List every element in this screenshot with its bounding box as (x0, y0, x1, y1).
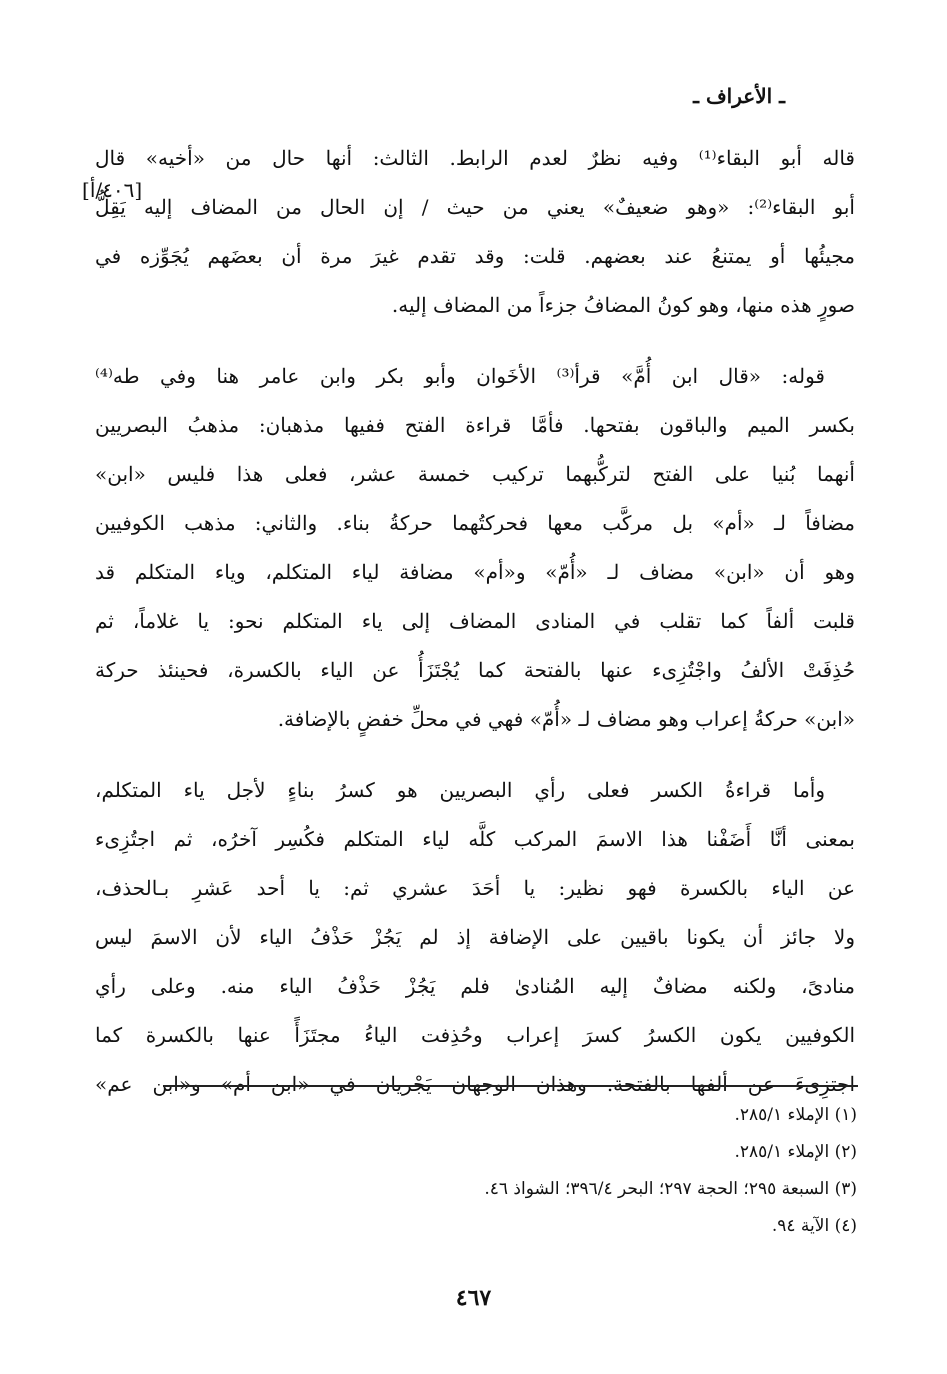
paragraph-2 (95, 352, 855, 744)
paragraph-3 (95, 766, 855, 1109)
text-line: بمعنى أنَّا أَضَفْنا هذا الاسمَ المركب كلَّه لياء المتكلم فكُسِر آخرُه، ثم اجتُزِىء (95, 827, 855, 851)
text-line: مضافاً لـ «أم» بل مركَّب معها فحركتُهما حركةُ بناء. والثاني: مذهب الكوفيين (95, 511, 855, 535)
footnote: (١) الإملاء ٢٨٥/١. (734, 1105, 857, 1125)
text-line: ولا جائز أن يكونا باقيين على الإضافة إذ لم يَجُزْ حَذْفُ الياء لأن الاسمَ ليس (95, 925, 855, 949)
manuscript-folio-reference: [٤٠٦/أ] (82, 178, 143, 202)
text-line: حُذِفَتْ الألفُ واجْتُزِىء عنها بالفتحة كما يُجْتَزَأُ عن الياء بالكسرة، فحينئذ حركة (95, 658, 855, 682)
text-line: قوله: «قال ابن أُمَّ» قرأ⁽³⁾ الأخَوان وأبو بكر وابن عامر هنا وفي طه⁽⁴⁾ (95, 364, 825, 388)
footnote: (٢) الإملاء ٢٨٥/١. (734, 1142, 857, 1162)
text-line: بكسر الميم والباقون بفتحها. فأمَّا قراءة الفتح ففيها مذهبان: مذهبُ البصريين (95, 413, 855, 437)
text-line: منادىً، ولكنه مضافٌ إليه المُنادىٰ فلم يَجُزْ حَذْفُ الياء منه. وعلى رأي (95, 974, 855, 998)
text-line: «ابن» حركةُ إعراب وهو مضاف لـ «أُمّ» فهي في محلِّ خفضٍ بالإضافة. (277, 707, 855, 731)
text-line: صورٍ هذه منها، وهو كونُ المضافُ جزءاً من المضاف إليه. (391, 293, 855, 317)
paragraph-1 (95, 134, 855, 330)
text-line: قاله أبو البقاء⁽¹⁾ وفيه نظرٌ لعدم الرابط. الثالث: أنها حال من «أخيه» قال (95, 146, 855, 170)
footnote: (٤) الآية ٩٤. (771, 1216, 857, 1236)
text-line: الكوفيين يكون الكسرُ كسرَ إعراب وحُذِفت الياءُ مجتَزَأً عنها بالكسرة كما (95, 1023, 855, 1047)
text-line: اجتزِىءَ عن ألفها بالفتحة. وهذان الوجهان يَجْريان في «ابن أم» و«ابن عم» (95, 1072, 855, 1096)
footnote: (٣) السبعة ٢٩٥؛ الحجة ٢٩٧؛ البحر ٣٩٦/٤؛ الشواذ ٤٦. (484, 1179, 857, 1199)
text-line: أنهما بُنيا على الفتح لتركُّبهما تركيب خمسة عشر، فعلى هذا فليس «ابن» (95, 462, 855, 486)
text-line: أبو البقاء⁽²⁾: «وهو ضعيفٌ» يعني من حيث / إن الحال من المضاف إليه يَقِلُّ (95, 195, 855, 219)
main-text (95, 134, 855, 1109)
text-line: وأما قراءةُ الكسر فعلى رأي البصريين هو كسرُ بناءٍ لأجل ياء المتكلم، (95, 778, 825, 802)
text-line: قلبت ألفاً كما تقلب في المنادى المضاف إلى ياء المتكلم نحو: يا غلاماً، ثم (95, 609, 855, 633)
text-line: عن الياء بالكسرة فهو نظير: يا أحَدَ عشري ثم: يا أحد عَشرِ بـالحذف، (95, 876, 855, 900)
page-number: ٤٦٧ (455, 1285, 492, 1311)
running-header: ـ الأعراف ـ (693, 84, 785, 108)
text-line: وهو أن «ابن» مضاف لـ «أُمّ» و«أم» مضافة لياء المتكلم، وياء المتكلم قد (95, 560, 855, 584)
text-line: مجيئُها أو يمتنعُ عند بعضهم. قلت: وقد تقدم غيرَ مرة أن بعضَهم يُجَوِّزه في (95, 244, 855, 268)
footnote-separator (163, 1085, 858, 1087)
footnotes (97, 1097, 857, 1245)
